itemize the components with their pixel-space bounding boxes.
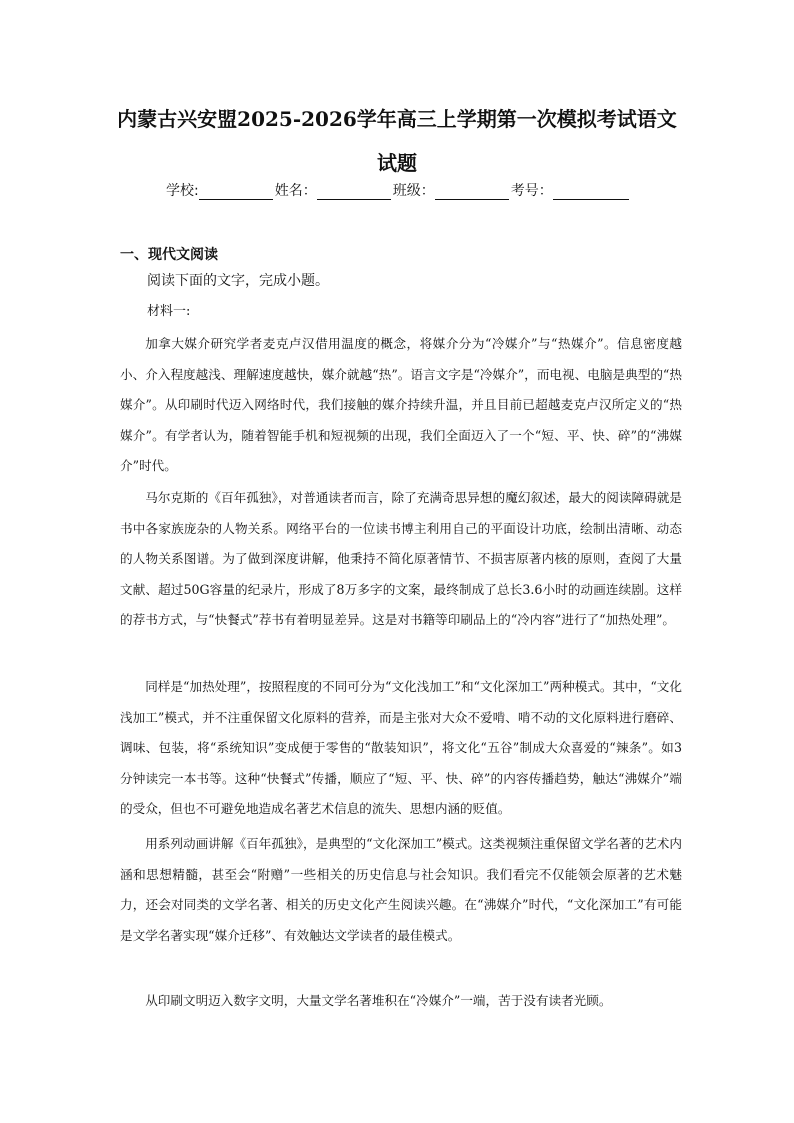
class-label: 班级：	[392, 183, 435, 199]
student-info-row	[166, 180, 636, 200]
paragraph-3	[120, 672, 682, 825]
document-title-line-2: 试题	[377, 151, 417, 175]
paragraph-text: 同样是“加热处理”，按照程度的不同可分为“文化浅加工”和“文化深加工”两种模式。其中，“文化浅加工”模式，并不注重保留文化原料的营养，而是主张对大众不爱啃、啃不动的文化原料进行磨碎、调味、包装，将“系统知识”变成便于零售的“散装知识”，将文化“五谷”制成大众喜爱的“辣条”。如3分钟读完一本书等。这种“快餐式”传播，顺应了“短、平、快、碎”的内容传播趋势，触达“沸媒介”端的受众，但也不可避免地造成名著艺术信息的流失、思想内涵的贬值。	[120, 679, 682, 816]
reading-instruction: 阅读下面的文字，完成小题。	[147, 273, 329, 289]
paragraph-1	[120, 329, 682, 482]
class-blank[interactable]	[435, 185, 509, 200]
paragraph-4	[120, 829, 682, 951]
name-label: 姓名：	[274, 183, 317, 199]
material-label: 材料一:	[147, 304, 191, 319]
paragraph-2	[120, 483, 682, 636]
paragraph-5	[120, 986, 682, 1017]
school-label: 学校:	[166, 183, 199, 199]
exam-number-blank[interactable]	[553, 185, 629, 200]
paragraph-text: 加拿大媒介研究学者麦克卢汉借用温度的概念，将媒介分为“冷媒介”与“热媒介”。信息密度越小、介入程度越浅、理解速度越快，媒介就越“热”。语言文字是“冷媒介”，而电视、电脑是典型的“热媒介”。从印刷时代迈入网络时代，我们接触的媒介持续升温，并且目前已超越麦克卢汉所定义的“热媒介”。有学者认为，随着智能手机和短视频的出现，我们全面迈入了一个“短、平、快、碎”的“沸媒介”时代。	[120, 336, 682, 473]
paragraph-text: 从印刷文明迈入数字文明，大量文学名著堆积在“冷媒介”一端，苦于没有读者光顾。	[145, 993, 612, 1008]
paragraph-text: 用系列动画讲解《百年孤独》，是典型的“文化深加工”模式。这类视频注重保留文学名著的艺术内涵和思想精髓，甚至会“附赠”一些相关的历史信息与社会知识。我们看完不仅能领会原著的艺术魅力，还会对同类的文学名著、相关的历史文化产生阅读兴趣。在“沸媒介”时代，“文化深加工”有可能是文学名著实现“媒介迁移”、有效触达文学读者的最佳模式。	[120, 836, 682, 943]
school-blank[interactable]	[199, 185, 273, 200]
section-heading: 一、现代文阅读	[120, 247, 218, 263]
paragraph-text: 马尔克斯的《百年孤独》，对普通读者而言，除了充满奇思异想的魔幻叙述，最大的阅读障碍就是书中各家族庞杂的人物关系。网络平台的一位读书博主利用自己的平面设计功底，绘制出清晰、动态的人物关系图谱。为了做到深度讲解，他秉持不简化原著情节、不损害原著内核的原则，查阅了大量文献、超过50G容量的纪录片，形成了8万多字的文案，最终制成了总长3.6小时的动画连续剧。这样的荐书方式，与“快餐式”荐书有着明显差异。这是对书籍等印刷品上的“冷内容”进行了“加热处理”。	[120, 490, 682, 627]
name-blank[interactable]	[317, 185, 391, 200]
exam-number-label: 考号：	[510, 183, 553, 199]
document-title-line-1: 内蒙古兴安盟2025-2026学年高三上学期第一次模拟考试语文	[117, 107, 677, 131]
